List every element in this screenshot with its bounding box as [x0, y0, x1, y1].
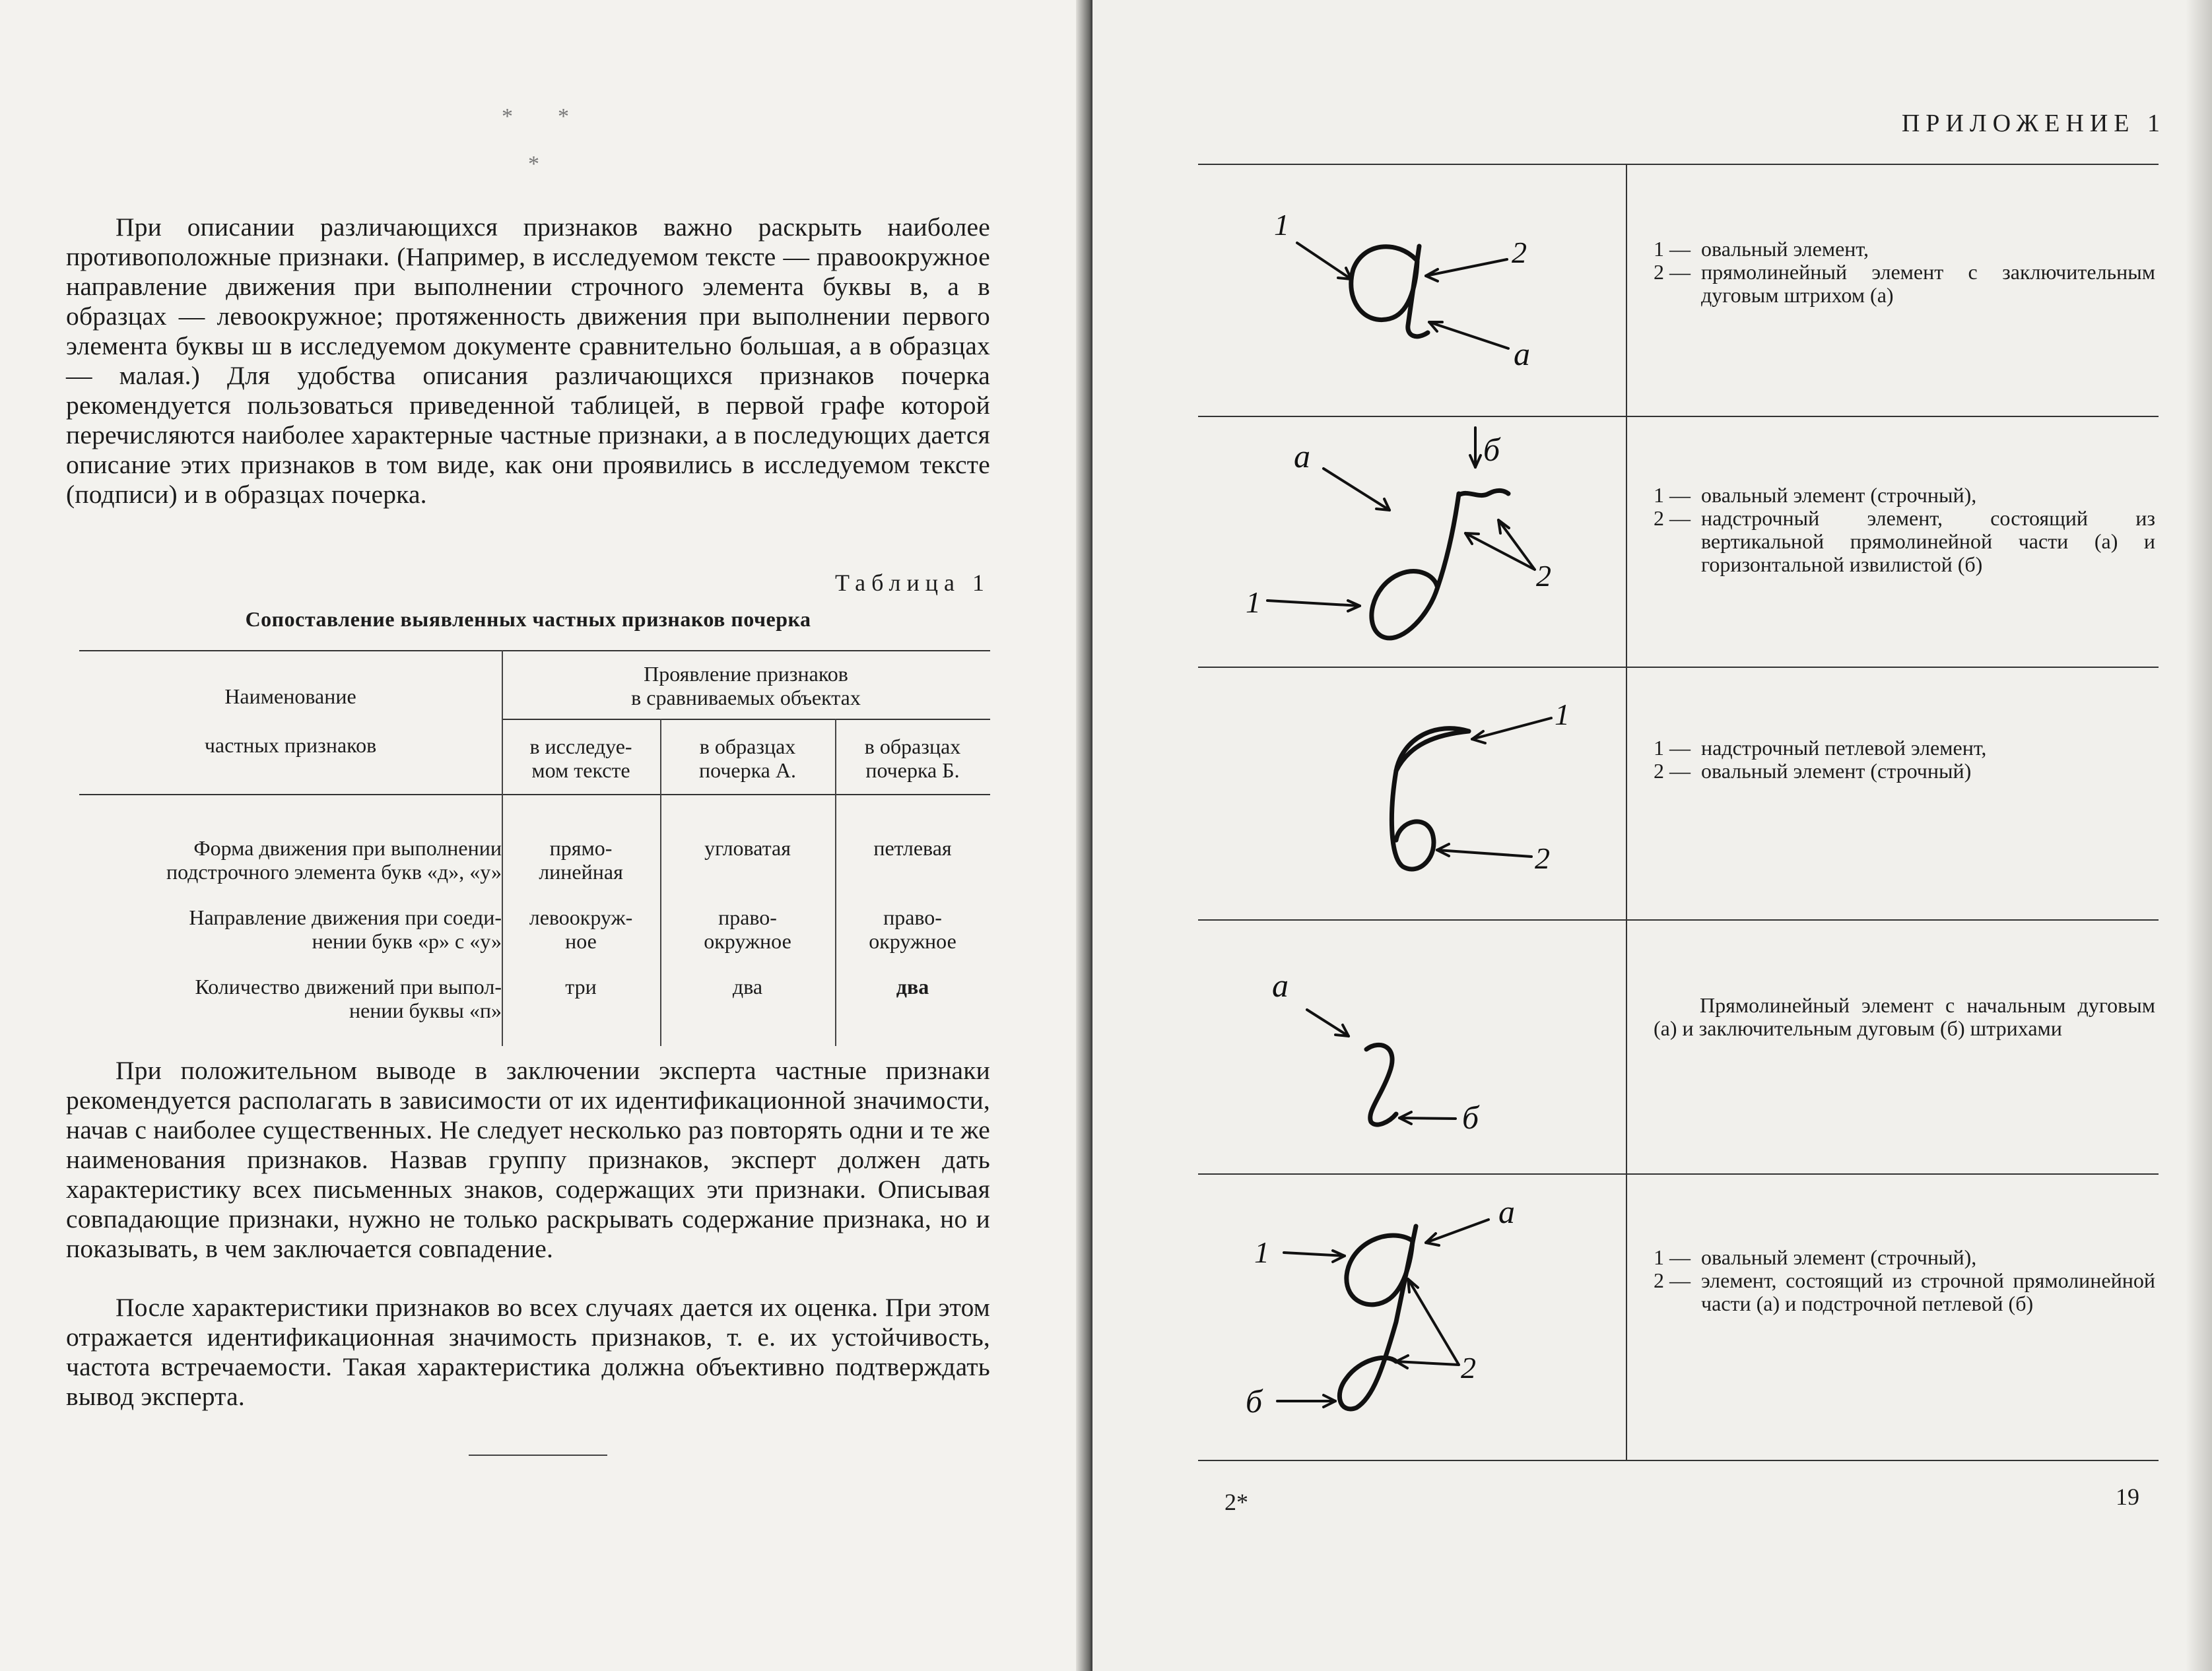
column-divider: [1626, 164, 1627, 1461]
label-a: а: [1514, 335, 1530, 372]
letter-g-stroke: [1366, 1045, 1396, 1125]
table-header-rule: [79, 794, 990, 795]
conclusion-paragraph: При положительном выводе в заключении эксперта частные признаки рекомендуется располагать в зависимости от их идентификационной значимости, начав с наиболее существенных. Не следует несколько раз повторять одни и те же наименования признаков. Назвав группу признаков, эксперт должен дать характеристику всех письменных знаков, содержащих эти признаки. Описывая совпадающие признаки, нужно не только раскрывать содержание признака, но и показывать, в чем заключается совпадение.: [66, 1056, 990, 1263]
arrow-a: [1426, 1220, 1489, 1243]
row-rule: [1198, 416, 2159, 417]
list-item: 1 — надстрочный петлевой элемент,: [1654, 736, 1987, 760]
table-cell-samples-a: два: [732, 975, 763, 999]
label-1: 1: [1246, 585, 1261, 619]
arrow-2: [1437, 850, 1531, 857]
entry-description-d: [1654, 1246, 2155, 1315]
handwritten-letter-b-soft-figure: [1198, 421, 1621, 665]
handwritten-letter-a-figure: [1198, 170, 1621, 414]
header-feature-name-line2: частных признаков: [204, 733, 377, 757]
header-group-line1: Проявление признаков: [644, 662, 848, 686]
list-item: 2 — овальный элемент (строчный): [1654, 759, 1972, 783]
letter-d-descender-stroke: [1339, 1226, 1416, 1409]
arrow-2: [1396, 1279, 1459, 1365]
label-a: а: [1498, 1193, 1515, 1230]
label-2: 2: [1461, 1351, 1476, 1385]
comparison-table: [79, 650, 990, 1046]
table-row-feature: Направление движения при соеди- нении букв «р» с «у»: [189, 905, 502, 953]
letter-elements-table: [1198, 164, 2159, 1461]
table-top-rule: [79, 650, 990, 651]
label-1: 1: [1274, 208, 1289, 242]
handwritten-letter-d-figure: [1198, 1180, 1621, 1457]
letter-a-straight-stroke: [1408, 246, 1428, 337]
page-number: 19: [2116, 1484, 2139, 1510]
left-page: [0, 0, 1092, 1671]
row-rule: [1198, 919, 2159, 921]
entry-description-g: Прямолинейный элемент с начальным дуговым (а) и заключительным дуговым (б) штрихами: [1654, 993, 2155, 1040]
appendix-label: ПРИЛОЖЕНИЕ 1: [1901, 110, 2166, 137]
handwritten-letter-g-figure: [1198, 924, 1621, 1171]
header-feature-name-line1: Наименование: [224, 684, 356, 708]
label-a: а: [1294, 438, 1310, 475]
subheader-samples-a: в образцах почерка А.: [699, 735, 796, 782]
list-item: 2 — элемент, состоящий из строчной прямолинейной части (а) и подстрочной петлевой (б): [1654, 1268, 2155, 1315]
arrow-1: [1472, 718, 1551, 739]
table-cell-samples-a: право- окружное: [704, 905, 791, 953]
letter-b-soft-top-stroke: [1459, 490, 1508, 495]
row-rule: [1198, 1173, 2159, 1175]
letter-b-soft-oval-stroke: [1372, 494, 1459, 638]
table-title: Сопоставление выявленных частных признаков почерка: [245, 607, 811, 631]
table-cell-examined: левоокруж- ное: [529, 905, 633, 953]
table-cell-examined: три: [565, 975, 597, 999]
entry-description-b-soft: [1654, 484, 2155, 576]
label-b: б: [1246, 1383, 1263, 1420]
page-edge-shadow: [2186, 0, 2212, 1671]
list-item: 1 — овальный элемент (строчный),: [1654, 483, 1977, 507]
table-cell-samples-a: угловатая: [704, 836, 791, 860]
arrow-1: [1267, 601, 1360, 606]
row-rule: [1198, 667, 2159, 668]
end-rule: [469, 1455, 607, 1456]
letter-v-loop-stroke: [1391, 729, 1469, 869]
arrow-b: [1399, 1118, 1456, 1119]
row-rule: [1198, 164, 2159, 165]
arrow-1: [1297, 243, 1351, 279]
list-item: 2 — прямолинейный элемент с заключительным дуговым штрихом (а): [1654, 260, 2155, 307]
handwritten-letter-v-figure: [1198, 672, 1621, 916]
table-label: Таблица 1: [835, 570, 990, 596]
label-a: а: [1272, 967, 1289, 1004]
evaluation-paragraph: После характеристики признаков во всех случаях дается их оценка. При этом отражается идентификационная значимость признаков, т. е. их устойчивость, частота встречаемости. Такая характеристика должна объективно подтверждать вывод эксперта.: [66, 1293, 990, 1411]
list-item: 1 — овальный элемент,: [1654, 237, 1869, 261]
label-1: 1: [1254, 1235, 1269, 1269]
arrow-a: [1324, 469, 1390, 510]
table-cell-examined: прямо- линейная: [539, 836, 623, 884]
arrow-a: [1429, 322, 1508, 348]
row-rule: [1198, 1460, 2159, 1461]
letter-a-oval-stroke: [1351, 247, 1417, 320]
table-cell-samples-b: петлевая: [873, 836, 952, 860]
table-row-feature: Количество движений при выпол- нении буквы «п»: [195, 975, 502, 1022]
label-2: 2: [1536, 559, 1551, 593]
label-2: 2: [1535, 841, 1550, 875]
section-separator-asterisks: * * *: [502, 104, 569, 176]
right-page: [1092, 0, 2212, 1671]
list-item: 2 — надстрочный элемент, состоящий из вертикальной прямолинейной части (а) и горизонтальной извилистой (б): [1654, 506, 2155, 576]
arrow-2: [1426, 259, 1507, 276]
entry-description-a: [1654, 238, 2155, 307]
label-2: 2: [1512, 236, 1527, 269]
subheader-samples-b: в образцах почерка Б.: [864, 735, 961, 782]
table-cell-samples-b: два: [896, 975, 929, 999]
intro-paragraph: При описании различающихся признаков важно раскрыть наиболее противоположные признаки. (Например, в исследуемом тексте — правоокружное направление движения при выполнении строчного элемента буквы в, а в образцах — левоокружное; протяженность движения при выполнении первого элемента буквы ш в исследуемом документе сравнительно большая, а в образцах — малая.) Для удобства описания различающихся признаков почерка рекомендуется пользоваться приведенной таблицей, в первой графе которой перечисляются наиболее характерные частные признаки, а в последующих дается описание этих признаков в том виде, как они проявились в исследуемом тексте (подписи) и в образцах почерка.: [66, 213, 990, 509]
page-number-signature: 2*: [1224, 1489, 1248, 1515]
table-cell-samples-b: право- окружное: [869, 905, 956, 953]
subheader-examined-text: в исследуе- мом тексте: [529, 735, 632, 782]
header-group-line2: в сравниваемых объектах: [631, 686, 861, 709]
arrow-a: [1307, 1010, 1349, 1036]
table-row-feature: Форма движения при выполнении подстрочного элемента букв «д», «у»: [166, 836, 502, 884]
label-b: б: [1483, 431, 1500, 468]
list-item: 1 — овальный элемент (строчный),: [1654, 1245, 1977, 1269]
entry-description-v: [1654, 737, 2155, 783]
label-1: 1: [1555, 698, 1570, 731]
table-group-rule: [502, 719, 990, 720]
label-b: б: [1462, 1099, 1479, 1136]
